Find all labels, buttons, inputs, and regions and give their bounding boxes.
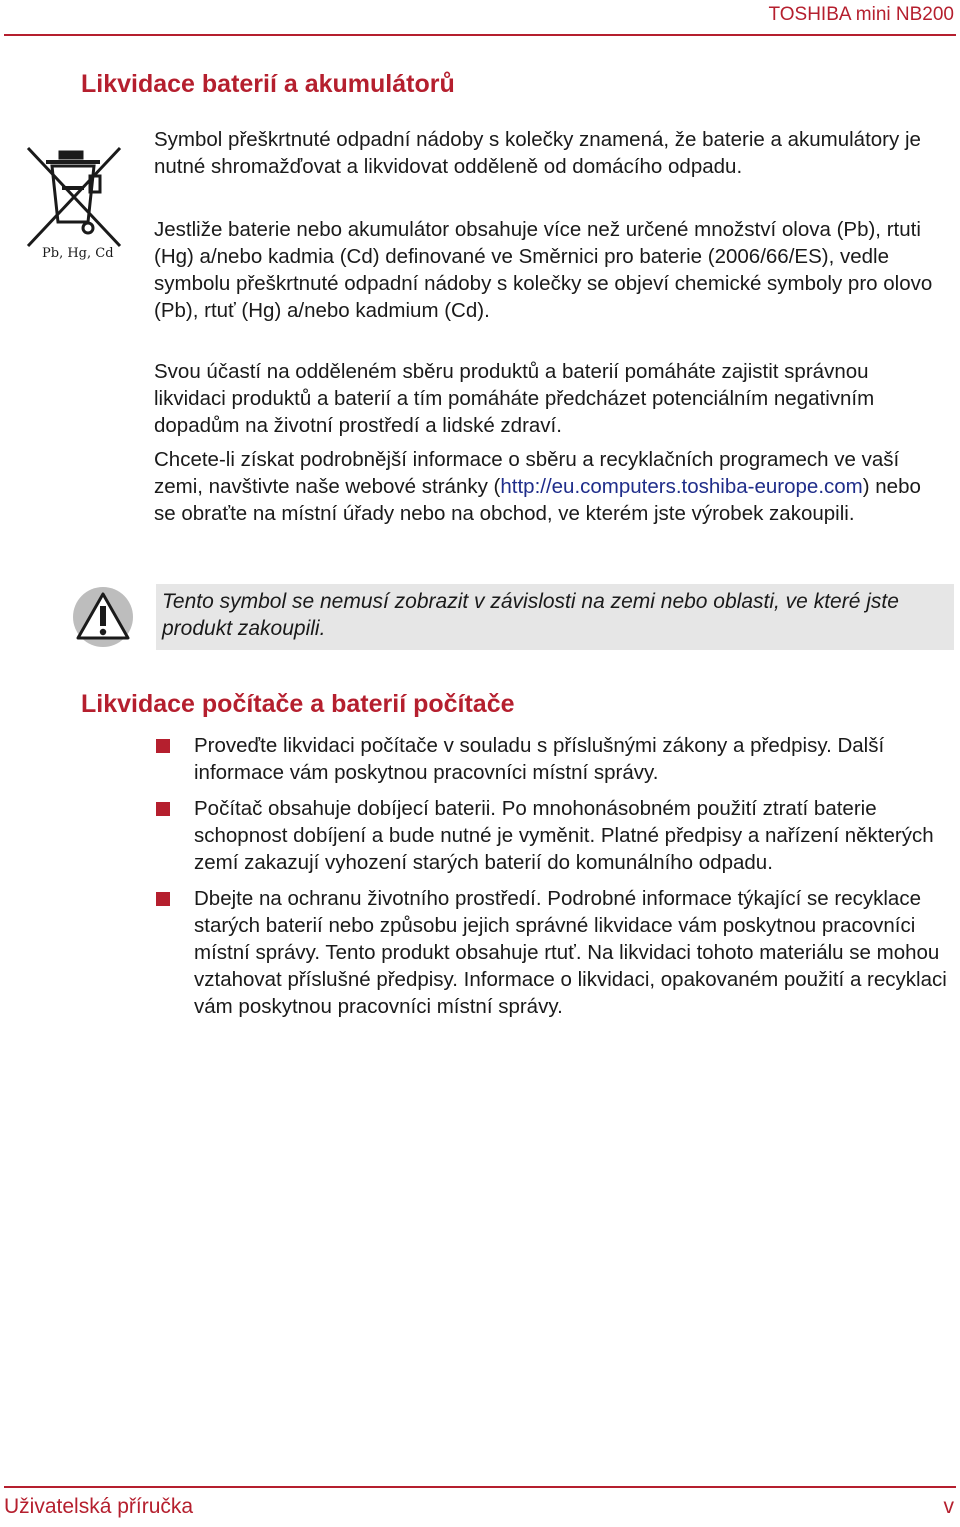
list-item [154, 795, 954, 876]
more-info-text-before: Chcete-li získat podrobnější informace o sběru a recyklačních programech ve vaší zemi, navštivte naše webové stránky ( [154, 448, 900, 498]
header-rule [4, 34, 956, 36]
bullet-square-icon [156, 739, 170, 753]
list-item [154, 732, 954, 786]
toshiba-website-link[interactable]: http://eu.computers.toshiba-europe.com [500, 475, 863, 498]
footer-manual-title: Uživatelská příručka [4, 1495, 194, 1518]
warning-icon [70, 586, 136, 648]
list-item-text: Počítač obsahuje dobíjecí baterii. Po mnohonásobném použití ztratí baterie schopnost dobíjení a bude nutné je vyměnit. Platné předpisy a nařízení některých zemí zakazují vyhození starých baterií do komunálního odpadu. [194, 797, 934, 874]
page-number: v [943, 1495, 954, 1518]
paragraph-more-info [154, 446, 944, 527]
list-item-text: Dbejte na ochranu životního prostředí. Podrobné informace týkající se recyklace starých baterií nebo způsobu jejich správné likvidace vám poskytnou pracovníci místní správy. Tento produkt obsahuje rtuť. Na likvidaci tohoto materiálu se mohou vztahovat příslušné předpisy. Informace o likvidaci, opakovaném použití a recyklaci vám poskytnou pracovníci místní správy. [194, 887, 947, 1018]
more-info-text-after: ) nebo se obraťte na místní úřady nebo na obchod, ve kterém jste výrobek zakoupili. [154, 475, 921, 525]
bullet-square-icon [156, 892, 170, 906]
crossed-bin-icon [22, 142, 126, 252]
list-item-text: Proveďte likvidaci počítače v souladu s příslušnými zákony a předpisy. Další informace vám poskytnou pracovníci místní správy. [194, 734, 885, 784]
list-item [154, 885, 954, 1020]
pc-disposal-list [154, 732, 954, 1029]
bullet-square-icon [156, 802, 170, 816]
note-text: Tento symbol se nemusí zobrazit v závislosti na zemi nebo oblasti, ve které jste produkt zakoupili. [162, 590, 899, 640]
paragraph-chemical-symbols: Jestliže baterie nebo akumulátor obsahuje více než určené množství olova (Pb), rtuti (Hg) a/nebo kadmia (Cd) definované ve Směrnici pro baterie (2006/66/ES), vedle symbolu přeškrtnuté odpadní nádoby s kolečky se objeví chemické symboly pro olovo (Pb), rtuť (Hg) a/nebo kadmium (Cd). [154, 218, 933, 322]
paragraph-bin-symbol: Symbol přeškrtnuté odpadní nádoby s kolečky znamená, že baterie a akumulátory je nutné shromažďovat a likvidovat odděleně od domácího odpadu. [154, 128, 921, 178]
paragraph-separate-collection: Svou účastí na odděleném sběru produktů a baterií pomáháte zajistit správnou likvidaci produktů a baterií a tím pomáháte předcházet potenciálním negativním dopadům na životní prostředí a lidské zdraví. [154, 360, 875, 437]
section-heading-pc-disposal: Likvidace počítače a baterií počítače [81, 690, 515, 718]
section-heading-batteries: Likvidace baterií a akumulátorů [81, 70, 455, 98]
footer-rule [4, 1486, 956, 1488]
chemical-symbols-label: Pb, Hg, Cd [42, 246, 114, 261]
header-title: TOSHIBA mini NB200 [768, 4, 954, 25]
